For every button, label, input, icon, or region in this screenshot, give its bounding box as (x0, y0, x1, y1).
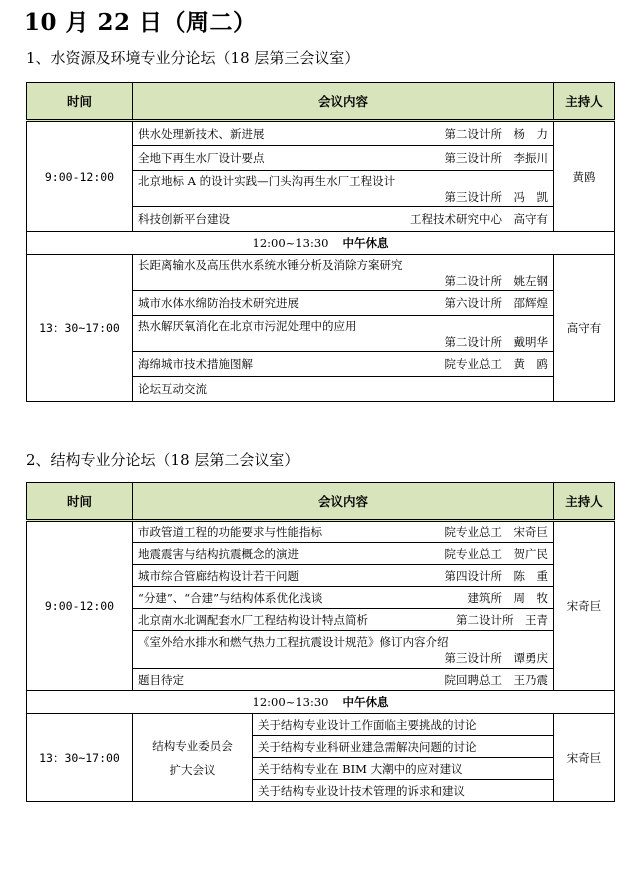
talk-speaker: 第二设计所 姚左钢 (444, 273, 548, 288)
talk-topic: 热水解厌氧消化在北京市污泥处理中的应用 (138, 318, 357, 333)
talk-topic: 全地下再生水厂设计要点 (138, 151, 265, 165)
talk-topic: 地震震害与结构抗震概念的演进 (138, 546, 299, 561)
session-item (133, 521, 554, 543)
session-item (133, 587, 554, 609)
talk-topic: “分建”、“合建”与结构体系优化浅谈 (138, 590, 323, 605)
section-title-water: 1、水资源及环境专业分论坛（18 层第三会议室） (26, 49, 360, 67)
talk-topic: 长距离输水及高压供水系统水锤分析及消除方案研究 (138, 257, 403, 272)
talk-topic: 供水处理新技术、新进展 (138, 126, 265, 141)
afternoon-host: 高守有 (554, 255, 615, 402)
talk-speaker: 院回聘总工 王乃震 (444, 672, 549, 687)
talk-speaker: 院专业总工 宋奇巨 (444, 525, 549, 539)
talk-topic: 北京南水北调配套水厂工程结构设计特点简析 (138, 612, 368, 627)
talk-topic: 题目待定 (138, 672, 184, 687)
talk-speaker: 建筑所 周 牧 (467, 590, 549, 605)
session-item (133, 669, 554, 691)
talk-topic: 北京地标 A 的设计实践—门头沟再生水厂工程设计 (138, 173, 396, 188)
afternoon-time: 13：30~17:00 (27, 255, 133, 402)
morning-time: 9:00-12:00 (27, 521, 133, 691)
header-time: 时间 (27, 83, 133, 121)
session-item (133, 316, 554, 352)
morning-host: 黄鸥 (554, 121, 615, 232)
header-time: 时间 (27, 483, 133, 521)
section-title-structure: 2、结构专业分论坛（18 层第二会议室） (26, 451, 300, 469)
morning-host: 宋奇巨 (554, 521, 615, 691)
talk-topic: 科技创新平台建设 (138, 212, 230, 226)
talk-speaker: 第二设计所 杨 力 (444, 126, 548, 141)
committee-line: 扩大会议 (169, 762, 216, 777)
discussion-topic: 关于结构专业在 BIM 大潮中的应对建议 (253, 758, 554, 780)
talk-topic: 论坛互动交流 (138, 382, 207, 396)
session-item (133, 171, 554, 207)
table-row (27, 714, 615, 736)
lunch-row (27, 691, 615, 714)
talk-topic: 城市综合管廊结构设计若干问题 (138, 568, 299, 583)
talk-topic: 《室外给水排水和燃气热力工程抗震设计规范》修订内容介绍 (138, 634, 449, 649)
lunch-break (27, 691, 615, 714)
date-title: 10 月 22 日（周二） (24, 9, 257, 36)
session-item (133, 377, 554, 402)
session-item (133, 207, 554, 232)
lunch-break (27, 232, 615, 255)
lunch-label: 中午休息 (342, 236, 389, 250)
talk-topic: 城市水体水绵防治技术研究进展 (138, 296, 299, 310)
header-content: 会议内容 (133, 83, 554, 121)
table-row (27, 521, 615, 543)
talk-speaker: 第六设计所 邵辉煌 (444, 296, 548, 310)
talk-speaker: 第三设计所 冯 凯 (444, 189, 548, 204)
session-item (133, 146, 554, 171)
morning-time: 9:00-12:00 (27, 121, 133, 232)
talk-speaker: 第二设计所 王青 (456, 612, 549, 627)
session-item (133, 631, 554, 669)
committee-line: 结构专业委员会 (152, 738, 233, 753)
afternoon-host: 宋奇巨 (554, 714, 615, 802)
water-forum-table (26, 82, 615, 402)
talk-speaker: 院专业总工 黄 鸥 (444, 357, 548, 371)
session-item (133, 609, 554, 631)
lunch-time: 12:00~13:30 (252, 695, 329, 709)
talk-speaker: 院专业总工 贺广民 (444, 546, 549, 561)
talk-speaker: 第三设计所 李振川 (444, 151, 548, 165)
table-header-row (27, 83, 615, 121)
talk-speaker: 第三设计所 谭勇庆 (444, 650, 549, 665)
header-host: 主持人 (554, 83, 615, 121)
talk-speaker: 工程技术研究中心 高守有 (410, 212, 548, 226)
header-host: 主持人 (554, 483, 615, 521)
table-row (27, 121, 615, 146)
committee-meeting (133, 714, 253, 802)
session-item (133, 352, 554, 377)
session-item (133, 121, 554, 146)
table-header-row (27, 483, 615, 521)
talk-topic: 海绵城市技术措施图解 (138, 357, 253, 371)
lunch-time: 12:00~13:30 (252, 236, 329, 250)
structure-forum-table (26, 482, 615, 802)
talk-topic: 市政管道工程的功能要求与性能指标 (138, 525, 322, 539)
afternoon-time: 13：30~17:00 (27, 714, 133, 802)
talk-speaker: 第二设计所 戴明华 (444, 334, 548, 349)
discussion-topic: 关于结构专业设计技术管理的诉求和建议 (253, 780, 554, 802)
discussion-topic: 关于结构专业设计工作面临主要挑战的讨论 (253, 714, 554, 736)
session-item (133, 543, 554, 565)
table-row (27, 255, 615, 291)
lunch-row (27, 232, 615, 255)
talk-speaker: 第四设计所 陈 重 (444, 568, 549, 583)
header-content: 会议内容 (133, 483, 554, 521)
discussion-topic: 关于结构专业科研业建急需解决问题的讨论 (253, 736, 554, 758)
session-item (133, 255, 554, 291)
session-item (133, 565, 554, 587)
lunch-label: 中午休息 (342, 695, 389, 709)
session-item (133, 291, 554, 316)
